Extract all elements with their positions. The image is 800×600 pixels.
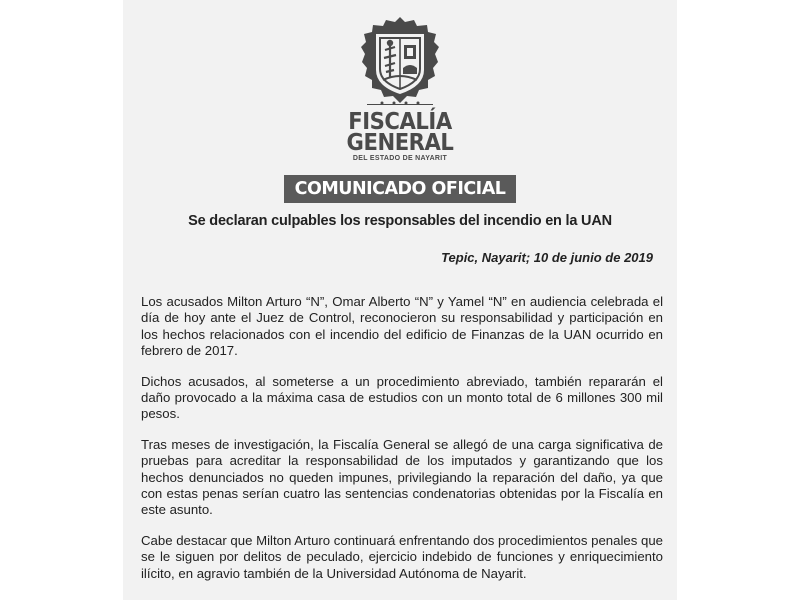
agency-name-subtitle: DEL ESTADO DE NAYARIT (352, 155, 448, 162)
paragraph: Cabe destacar que Milton Arturo continuará enfrentando dos procedimientos penales que se le siguen por delitos de peculado, ejercicio indebido de funciones y enriquecimiento ilícito, en agravio también de la Universidad Autónoma de Nayarit. (141, 532, 663, 581)
agency-name-line1: FISCALÍA (348, 109, 452, 135)
state-coat-of-arms-icon (359, 14, 441, 106)
dateline: Tepic, Nayarit; 10 de junio de 2019 (441, 250, 653, 265)
paragraph: Los acusados Milton Arturo “N”, Omar Alberto “N” y Yamel “N” en audiencia celebrada el día de hoy ante el Juez de Control, reconocieron su responsabilidad y participación en los hechos relacionados con el incendio del edificio de Finanzas de la UAN ocurrido en febrero de 2017. (141, 294, 663, 359)
decorative-dots (367, 101, 433, 105)
paragraph: Tras meses de investigación, la Fiscalía General se allegó de una carga significativa de pruebas para acreditar la responsabilidad de los imputados y garantizando que los hechos denunciados no queden impunes, privilegiando la reparación del daño, ya que con estas penas serían cuatro las sentencias condenatorias obtenidas por la Fiscalía en este asunto. (141, 436, 663, 518)
official-statement-banner: COMUNICADO OFICIAL (284, 175, 516, 203)
paragraph: Dichos acusados, al someterse a un procedimiento abreviado, también repararán el daño provocado a la máxima casa de estudios con un monto total de 6 millones 300 mil pesos. (141, 373, 663, 422)
headline: Se declaran culpables los responsables del incendio en la UAN (188, 213, 612, 229)
agency-name-line2: GENERAL (346, 130, 454, 156)
agency-name (300, 109, 500, 162)
statement-body (141, 294, 663, 596)
